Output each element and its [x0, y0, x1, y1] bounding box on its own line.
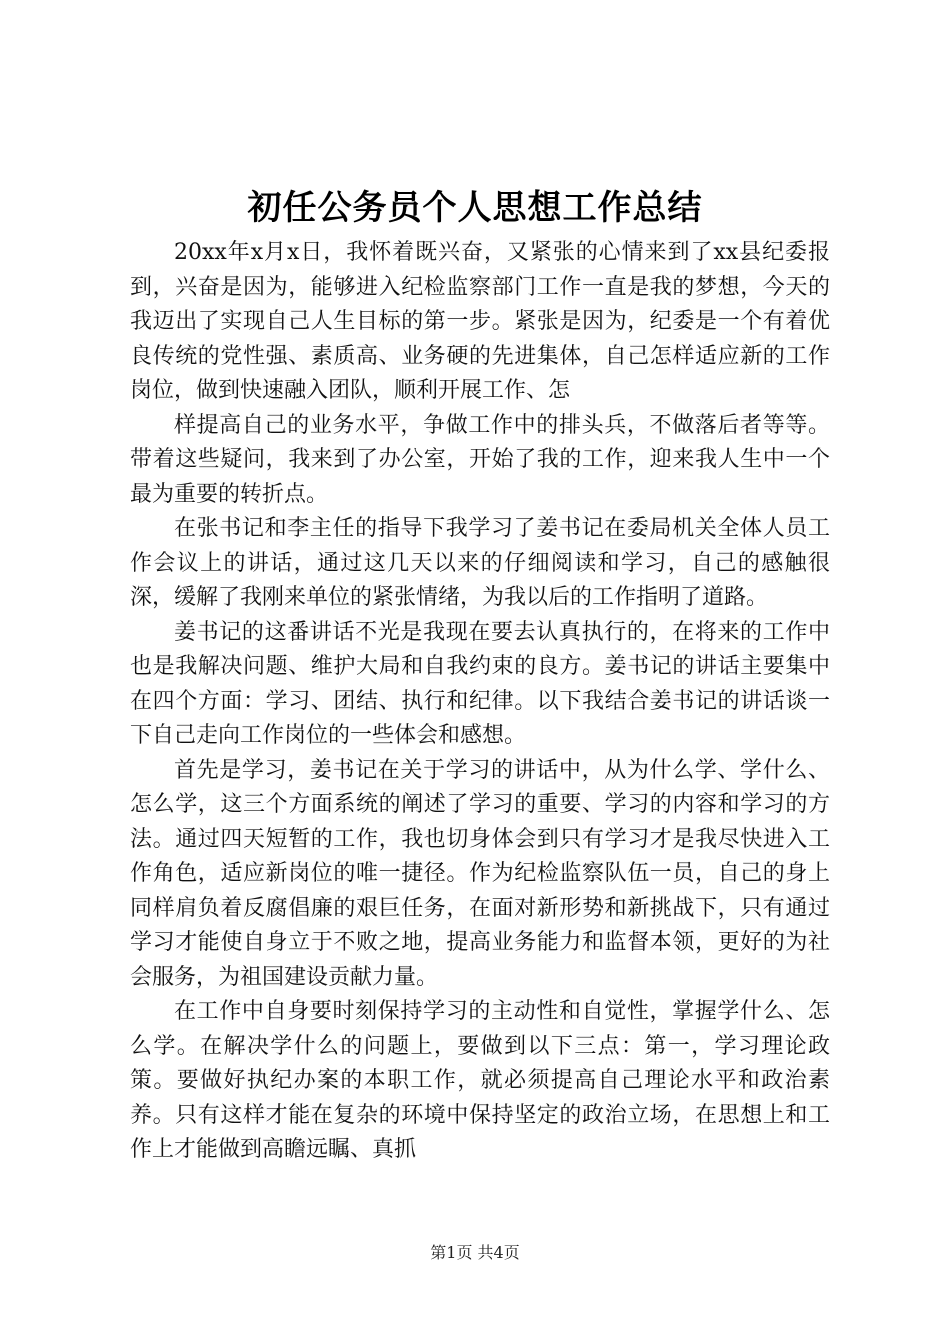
paragraph: 首先是学习，姜书记在关于学习的讲话中，从为什么学、学什么、怎么学，这三个方面系统的阐述了学习的重要、学习的内容和学习的方法。通过四天短暂的工作，我也切身体会到只有学习才是我尽快进入工作角色，适应新岗位的唯一捷径。作为纪检监察队伍一员，自己的身上同样肩负着反腐倡廉的艰巨任务，在面对新形势和新挑战下，只有通过学习才能使自身立于不败之地，提高业务能力和监督本领，更好的为社会服务，为祖国建设贡献力量。	[130, 757, 830, 990]
document-title: 初任公务员个人思想工作总结	[247, 188, 703, 228]
paragraph: 在张书记和李主任的指导下我学习了姜书记在委局机关全体人员工作会议上的讲话，通过这几天以来的仔细阅读和学习，自己的感触很深，缓解了我刚来单位的紧张情绪，为我以后的工作指明了道路。	[130, 516, 830, 610]
document-body	[130, 236, 830, 1168]
paragraph: 20xx年x月x日，我怀着既兴奋，又紧张的心情来到了xx县纪委报到，兴奋是因为，能够进入纪检监察部门工作一直是我的梦想，今天的我迈出了实现自己人生目标的第一步。紧张是因为，纪委是一个有着优良传统的党性强、素质高、业务硬的先进集体，自己怎样适应新的工作岗位，做到快速融入团队，顺利开展工作、怎	[130, 240, 830, 403]
paragraph: 姜书记的这番讲话不光是我现在要去认真执行的，在将来的工作中也是我解决问题、维护大局和自我约束的良方。姜书记的讲话主要集中在四个方面：学习、团结、执行和纪律。以下我结合姜书记的讲话谈一下自己走向工作岗位的一些体会和感想。	[130, 619, 830, 748]
page-footer: 第1页 共4页	[430, 1243, 520, 1262]
paragraph: 样提高自己的业务水平，争做工作中的排头兵，不做落后者等等。带着这些疑问，我来到了办公室，开始了我的工作，迎来我人生中一个最为重要的转折点。	[130, 412, 830, 507]
paragraph: 在工作中自身要时刻保持学习的主动性和自觉性，掌握学什么、怎么学。在解决学什么的问题上，要做到以下三点：第一，学习理论政策。要做好执纪办案的本职工作，就必须提高自己理论水平和政治素养。只有这样才能在复杂的环境中保持坚定的政治立场，在思想上和工作上才能做到高瞻远瞩、真抓	[130, 999, 830, 1162]
